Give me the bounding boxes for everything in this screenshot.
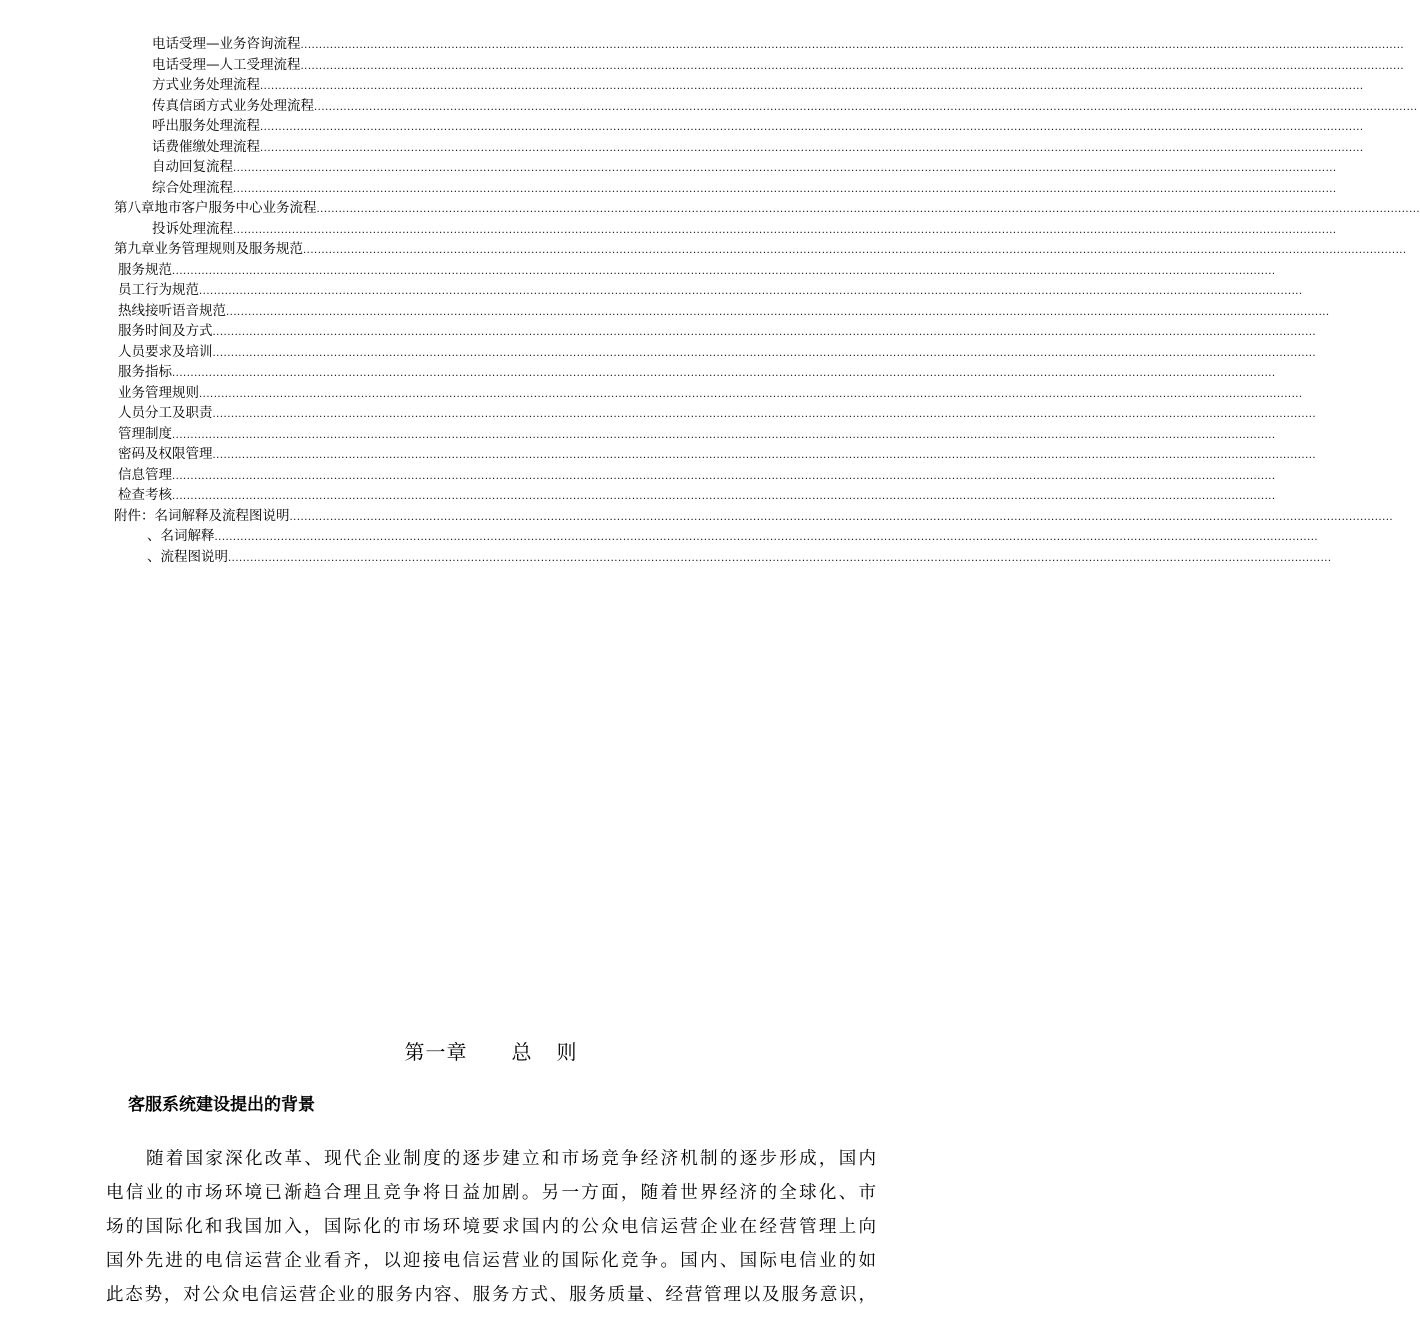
- toc-entry-label: 话费催缴处理流程: [152, 138, 260, 155]
- toc-dot-leader: ............................................................................................................................................................................................................................................................................................................: [172, 368, 1276, 379]
- toc-entry-label: 附件：名词解释及流程图说明: [114, 507, 290, 524]
- chapter-title-char-2: 则: [556, 1040, 578, 1064]
- toc-entry-prefix: 、: [147, 528, 161, 544]
- toc-entry-label: 流程图说明: [160, 548, 228, 565]
- toc-entry[interactable]: [118, 463, 1276, 483]
- toc-entry-label: 自动回复流程: [152, 159, 233, 175]
- toc-entry-label: 密码及权限管理: [118, 446, 213, 462]
- toc-entry[interactable]: [118, 442, 1317, 462]
- toc-entry-label: 信息管理: [118, 466, 172, 483]
- toc-dot-leader: ............................................................................................................................................................................................................................................................................................................: [289, 511, 1394, 523]
- toc-dot-leader: ............................................................................................................................................................................................................................................................................................................: [199, 388, 1303, 400]
- toc-dot-leader: ............................................................................................................................................................................................................................................................................................................: [212, 450, 1317, 461]
- toc-dot-leader: ............................................................................................................................................................................................................................................................................................................: [172, 491, 1276, 502]
- toc-dot-leader: ............................................................................................................................................................................................................................................................................................................: [260, 122, 1364, 133]
- toc-dot-leader: ............................................................................................................................................................................................................................................................................................................: [316, 204, 1420, 215]
- toc-dot-leader: ............................................................................................................................................................................................................................................................................................................: [314, 101, 1418, 113]
- toc-dot-leader: ............................................................................................................................................................................................................................................................................................................: [233, 163, 1337, 174]
- toc-entry-label: 管理制度: [118, 425, 172, 442]
- toc-dot-leader: ............................................................................................................................................................................................................................................................................................................: [228, 552, 1332, 564]
- toc-entry[interactable]: [118, 422, 1276, 442]
- toc-entry[interactable]: [152, 135, 1364, 155]
- toc-entry[interactable]: [118, 299, 1330, 319]
- toc-entry-prefix: 、: [147, 548, 161, 565]
- toc-entry[interactable]: [152, 155, 1337, 175]
- toc-dot-leader: ............................................................................................................................................................................................................................................................................................................: [233, 183, 1337, 195]
- toc-dot-leader: ............................................................................................................................................................................................................................................................................................................: [300, 60, 1405, 72]
- body-line: 场的国际化和我国加入，国际化的市场环境要求国内的公众电信运营企业在经营管理上向: [106, 1217, 876, 1237]
- toc-entry-label: 电话受理—人工受理流程: [152, 56, 301, 73]
- toc-entry[interactable]: [152, 32, 1405, 52]
- toc-dot-leader: ............................................................................................................................................................................................................................................................................................................: [172, 470, 1276, 482]
- toc-entry[interactable]: [114, 504, 1394, 524]
- toc-dot-leader: ............................................................................................................................................................................................................................................................................................................: [212, 327, 1317, 338]
- toc-entry-label: 业务管理规则及服务规范: [154, 241, 303, 257]
- toc-entry[interactable]: [118, 278, 1303, 298]
- toc-entry[interactable]: [152, 94, 1418, 114]
- toc-entry-label: 人员分工及职责: [118, 405, 213, 421]
- toc-dot-leader: ............................................................................................................................................................................................................................................................................................................: [212, 347, 1317, 359]
- toc-entry[interactable]: [118, 360, 1276, 380]
- toc-entry-label: 名词解释: [160, 528, 215, 544]
- toc-entry[interactable]: [147, 545, 1332, 565]
- toc-dot-leader: ............................................................................................................................................................................................................................................................................................................: [260, 81, 1364, 92]
- toc-entry[interactable]: [147, 524, 1319, 544]
- toc-entry-label: 人员要求及培训: [118, 343, 213, 360]
- body-line: 国外先进的电信运营企业看齐，以迎接电信运营业的国际化竞争。国内、国际电信业的如: [106, 1251, 876, 1271]
- toc-entry[interactable]: [118, 258, 1276, 278]
- toc-dot-leader: ............................................................................................................................................................................................................................................................................................................: [172, 429, 1276, 441]
- toc-entry[interactable]: [114, 237, 1407, 257]
- toc-dot-leader: ............................................................................................................................................................................................................................................................................................................: [214, 532, 1319, 543]
- section-heading: 客服系统建设提出的背景: [128, 1095, 315, 1115]
- toc-dot-leader: ............................................................................................................................................................................................................................................................................................................: [303, 245, 1407, 256]
- toc-entry-label: 业务管理规则: [118, 384, 199, 401]
- toc-dot-leader: ............................................................................................................................................................................................................................................................................................................: [212, 409, 1317, 420]
- toc-entry[interactable]: [114, 196, 1420, 216]
- toc-entry-label: 检查考核: [118, 487, 172, 503]
- toc-entry-label: 方式业务处理流程: [152, 77, 260, 93]
- toc-dot-leader: ............................................................................................................................................................................................................................................................................................................: [226, 306, 1330, 318]
- toc-entry-label: 综合处理流程: [152, 179, 233, 196]
- toc-entry[interactable]: [152, 176, 1337, 196]
- toc-entry-label: 投诉处理流程: [152, 220, 233, 237]
- toc-dot-leader: ............................................................................................................................................................................................................................................................................................................: [300, 40, 1405, 51]
- toc-entry-prefix: 第八章: [114, 200, 155, 216]
- toc-entry-label: 服务时间及方式: [118, 323, 213, 339]
- chapter-title-char-1: 总: [511, 1040, 533, 1064]
- toc-entry[interactable]: [118, 401, 1317, 421]
- body-paragraph: [106, 1142, 876, 1312]
- chapter-title: [0, 1036, 982, 1065]
- toc-entry-label: 电话受理—业务咨询流程: [152, 36, 301, 52]
- toc-entry[interactable]: [118, 381, 1303, 401]
- toc-dot-leader: ............................................................................................................................................................................................................................................................................................................: [199, 286, 1303, 297]
- toc-entry[interactable]: [152, 53, 1405, 73]
- toc-entry[interactable]: [118, 483, 1276, 503]
- body-line: 电信业的市场环境已渐趋合理且竞争将日益加剧。另一方面，随着世界经济的全球化、市: [106, 1183, 876, 1203]
- toc-entry-label: 热线接听语音规范: [118, 302, 226, 319]
- body-line: 此态势，对公众电信运营企业的服务内容、服务方式、服务质量、经营管理以及服务意识，: [106, 1285, 876, 1305]
- toc-entry[interactable]: [152, 73, 1364, 93]
- toc-entry-label: 员工行为规范: [118, 282, 199, 298]
- chapter-number: 第一章: [404, 1040, 468, 1064]
- toc-entry-label: 传真信函方式业务处理流程: [152, 97, 314, 114]
- toc-dot-leader: ............................................................................................................................................................................................................................................................................................................: [233, 224, 1337, 236]
- toc-entry-prefix: 第九章: [114, 241, 155, 257]
- toc-entry-label: 呼出服务处理流程: [152, 118, 260, 134]
- toc-entry-label: 地市客户服务中心业务流程: [154, 200, 317, 216]
- toc-dot-leader: ............................................................................................................................................................................................................................................................................................................: [260, 142, 1364, 154]
- body-line: 随着国家深化改革、现代企业制度的逐步建立和市场竞争经济机制的逐步形成，国内: [146, 1149, 876, 1169]
- toc-entry[interactable]: [152, 217, 1337, 237]
- toc-entry[interactable]: [118, 319, 1317, 339]
- toc-dot-leader: ............................................................................................................................................................................................................................................................................................................: [172, 265, 1276, 277]
- toc-entry[interactable]: [152, 114, 1364, 134]
- toc-entry[interactable]: [118, 340, 1317, 360]
- toc-entry-label: 服务规范: [118, 261, 172, 278]
- toc-entry-label: 服务指标: [118, 364, 172, 380]
